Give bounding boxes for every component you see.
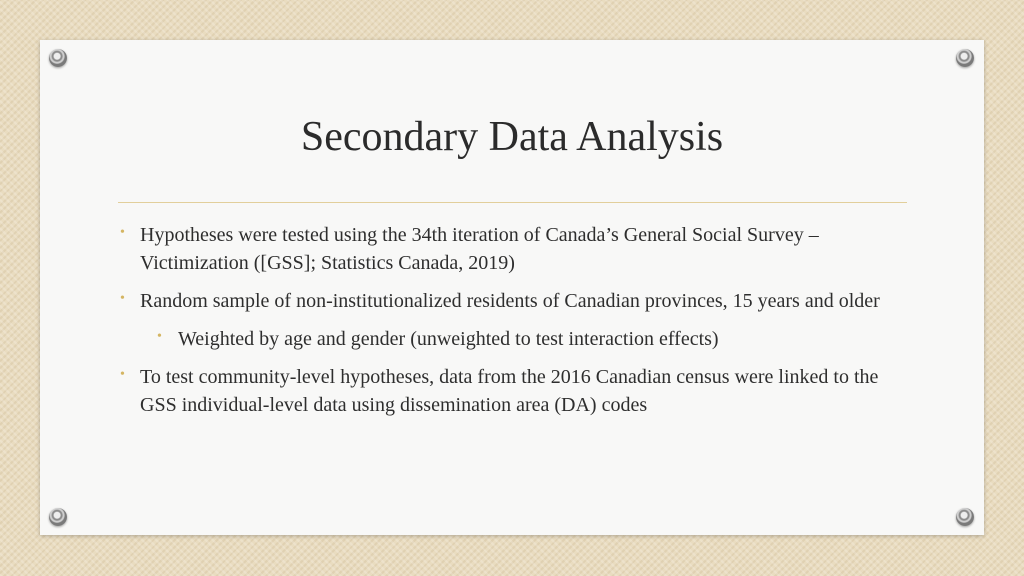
- bullet-text: Weighted by age and gender (unweighted to test interaction effects): [178, 328, 719, 350]
- bullet-item: [120, 287, 910, 315]
- bullet-item: [120, 363, 910, 419]
- pushpin-icon: [49, 49, 67, 67]
- bullet-dot-icon: •: [157, 329, 162, 344]
- slide-card: [40, 40, 984, 535]
- bullet-text: Hypotheses were tested using the 34th iteration of Canada’s General Social Survey – Victimization ([GSS]; Statistics Canada, 2019): [140, 224, 819, 274]
- pushpin-icon: [956, 508, 974, 526]
- bullet-text: Random sample of non-institutionalized residents of Canadian provinces, 15 years and older: [140, 290, 880, 312]
- bullet-dot-icon: •: [120, 291, 125, 306]
- bullet-dot-icon: •: [120, 225, 125, 240]
- bullet-dot-icon: •: [120, 367, 125, 382]
- pushpin-icon: [956, 49, 974, 67]
- bullet-list: [120, 221, 910, 429]
- title-divider: [118, 202, 907, 203]
- bullet-item: [120, 221, 910, 277]
- sub-bullet-item: [120, 325, 910, 353]
- bullet-text: To test community-level hypotheses, data from the 2016 Canadian census were linked to the GSS individual-level data using dissemination area (DA) codes: [140, 366, 879, 416]
- slide-title: Secondary Data Analysis: [300, 114, 724, 160]
- pushpin-icon: [49, 508, 67, 526]
